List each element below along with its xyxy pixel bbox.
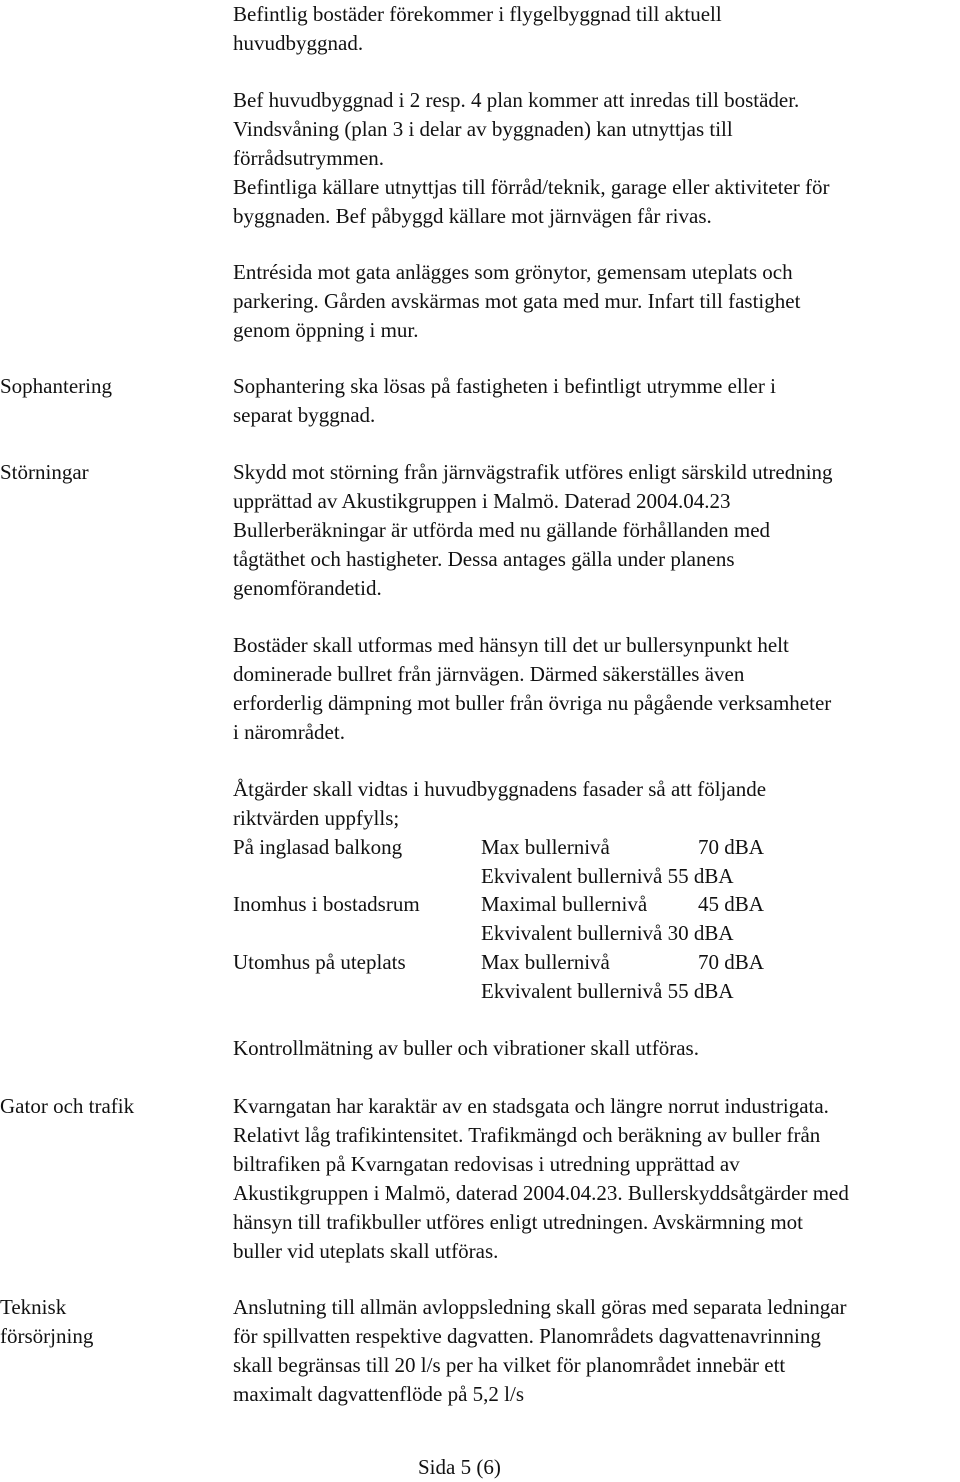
text-line: genomförandetid. (233, 576, 382, 600)
text-line: parkering. Gården avskärmas mot gata med mur. Infart till fastighet (233, 289, 801, 313)
table-row (0, 977, 960, 1006)
table-row (0, 833, 960, 862)
text-line: upprättad av Akustikgruppen i Malmö. Daterad 2004.04.23 (233, 489, 731, 513)
storningar-paragraph-4 (233, 1034, 958, 1063)
text-line: Kontrollmätning av buller och vibrationer skall utföras. (233, 1036, 699, 1060)
text-line: genom öppning i mur. (233, 318, 419, 342)
text-line: Skydd mot störning från järnvägstrafik utföres enligt särskild utredning (233, 460, 833, 484)
table-cell-value: 70 dBA (698, 835, 764, 859)
text-line: Befintliga källare utnyttjas till förråd/teknik, garage eller aktiviteter för (233, 175, 830, 199)
table-cell-place: Utomhus på uteplats (233, 950, 406, 974)
page-number: Sida 5 (6) (418, 1455, 501, 1479)
text-line: förrådsutrymmen. (233, 146, 385, 170)
text-line: Åtgärder skall vidtas i huvudbyggnadens fasader så att följande (233, 777, 767, 801)
table-row (0, 919, 960, 948)
text-line: buller vid uteplats skall utföras. (233, 1239, 499, 1263)
heading-text: Teknisk (0, 1295, 67, 1319)
text-line: skall begränsas till 20 l/s per ha vilket för planområdet innebär ett (233, 1353, 786, 1377)
gator-text (233, 1092, 958, 1266)
text-line: huvudbyggnad. (233, 31, 364, 55)
table-cell-measure: Ekvivalent bullernivå 55 dBA (481, 864, 734, 888)
text-line: Bef huvudbyggnad i 2 resp. 4 plan kommer att inredas till bostäder. (233, 88, 800, 112)
sophantering-text (233, 372, 958, 430)
text-line: för spillvatten respektive dagvatten. Planområdets dagvattenavrinning (233, 1324, 821, 1348)
text-line: Bostäder skall utformas med hänsyn till det ur bullersynpunkt helt (233, 633, 789, 657)
table-cell-measure: Ekvivalent bullernivå 55 dBA (481, 979, 734, 1003)
heading-text: Sophantering (0, 374, 112, 398)
intro-paragraph-3 (233, 258, 958, 345)
text-line: Vindsvåning (plan 3 i delar av byggnaden) kan utnyttjas till (233, 117, 733, 141)
table-cell-value: 70 dBA (698, 950, 764, 974)
table-cell-measure: Ekvivalent bullernivå 30 dBA (481, 921, 734, 945)
table-cell-value: 45 dBA (698, 892, 764, 916)
table-cell-place: På inglasad balkong (233, 835, 403, 859)
intro-paragraph-1 (233, 0, 958, 58)
section-heading-sophantering (0, 372, 200, 401)
table-row (0, 862, 960, 891)
text-line: byggnaden. Bef påbyggd källare mot järnvägen får rivas. (233, 204, 712, 228)
table-cell-place: Inomhus i bostadsrum (233, 892, 420, 916)
heading-text: Störningar (0, 460, 89, 484)
text-line: hänsyn till trafikbuller utföres enligt utredningen. Avskärmning mot (233, 1210, 804, 1234)
section-heading-storningar (0, 458, 200, 487)
heading-text: Gator och trafik (0, 1094, 135, 1118)
text-line: separat byggnad. (233, 403, 376, 427)
text-line: Relativt låg trafikintensitet. Trafikmängd och beräkning av buller från (233, 1123, 821, 1147)
text-line: tågtäthet och hastigheter. Dessa antages gälla under planens (233, 547, 735, 571)
text-line: Anslutning till allmän avloppsledning skall göras med separata ledningar (233, 1295, 847, 1319)
intro-paragraph-2 (233, 86, 958, 231)
text-line: erforderlig dämpning mot buller från övriga nu pågående verksamheter (233, 691, 832, 715)
section-heading-gator (0, 1092, 200, 1121)
heading-text: försörjning (0, 1324, 94, 1348)
storningar-paragraph-1 (233, 458, 958, 603)
table-cell-measure: Max bullernivå (481, 835, 610, 859)
text-line: Akustikgruppen i Malmö, daterad 2004.04.23. Bullerskyddsåtgärder med (233, 1181, 849, 1205)
storningar-paragraph-3 (233, 775, 958, 833)
table-row (0, 948, 960, 977)
text-line: Bullerberäkningar är utförda med nu gällande förhållanden med (233, 518, 771, 542)
table-cell-measure: Max bullernivå (481, 950, 610, 974)
text-line: Entrésida mot gata anlägges som grönytor, gemensam uteplats och (233, 260, 793, 284)
text-line: maximalt dagvattenflöde på 5,2 l/s (233, 1382, 525, 1406)
teknisk-text (233, 1293, 958, 1409)
text-line: Kvarngatan har karaktär av en stadsgata och längre norrut industrigata. (233, 1094, 829, 1118)
text-line: Befintlig bostäder förekommer i flygelbyggnad till aktuell (233, 2, 722, 26)
text-line: Sophantering ska lösas på fastigheten i befintligt utrymme eller i (233, 374, 776, 398)
text-line: riktvärden uppfylls; (233, 806, 400, 830)
storningar-paragraph-2 (233, 631, 958, 747)
text-line: dominerade bullret från järnvägen. Därmed säkerställes även (233, 662, 745, 686)
text-line: biltrafiken på Kvarngatan redovisas i utredning upprättad av (233, 1152, 740, 1176)
section-heading-teknisk (0, 1293, 200, 1351)
table-cell-measure: Maximal bullernivå (481, 892, 648, 916)
table-row (0, 890, 960, 919)
text-line: i närområdet. (233, 720, 345, 744)
